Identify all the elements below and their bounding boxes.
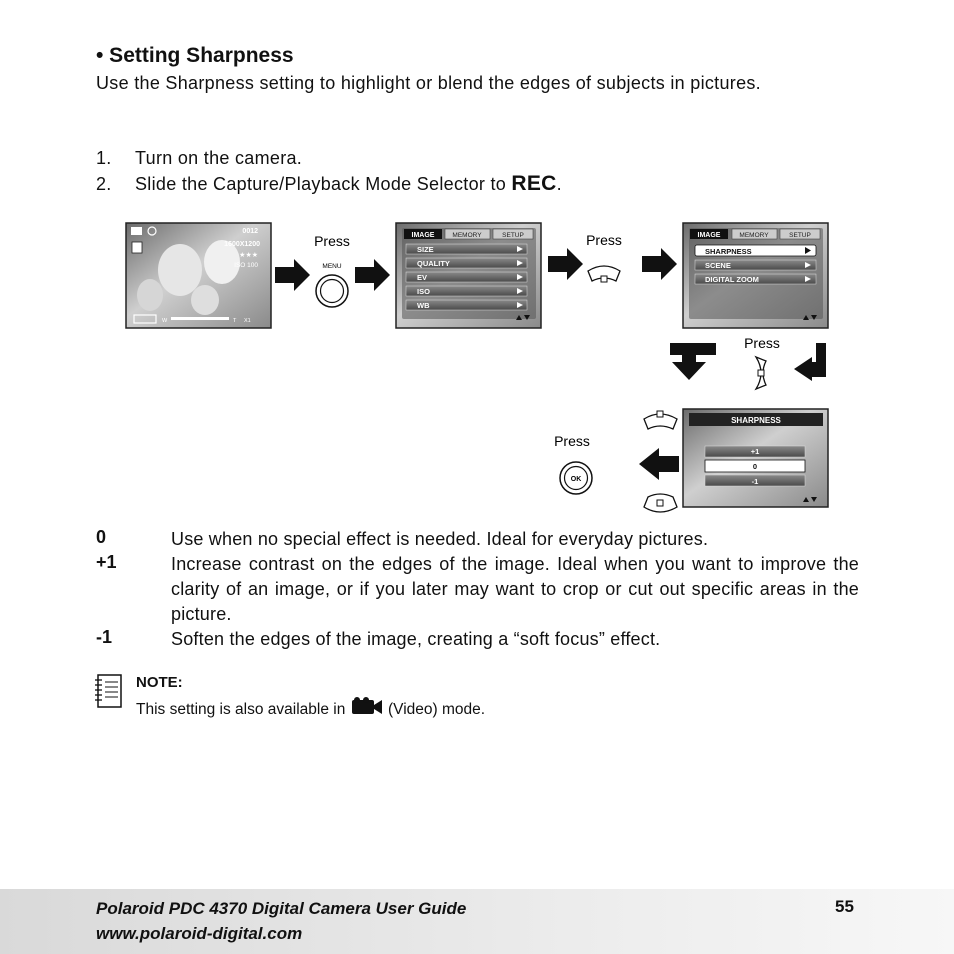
note-label: NOTE: [136,674,183,691]
auto-icon [132,242,142,253]
svg-text:SHARPNESS: SHARPNESS [731,416,781,425]
step-text: Slide the Capture/Playback Mode Selector to [135,174,512,194]
menu-button-icon [316,275,348,307]
svg-text:Press: Press [586,232,622,248]
right-arrow-icon [355,259,390,291]
value-zero: 0 [96,527,107,547]
svg-text:IMAGE: IMAGE [697,232,721,239]
svg-text:X1: X1 [244,318,251,324]
svg-text:WB: WB [417,301,430,310]
svg-text:OK: OK [570,476,582,483]
footer-guide-title: Polaroid PDC 4370 Digital Camera User Guide [96,899,467,918]
svg-text:Press: Press [744,335,780,351]
return-arrow-icon [794,343,826,381]
notepad-icon [93,672,125,710]
svg-text:-1: -1 [751,477,759,486]
svg-text:Press: Press [554,433,590,449]
svg-text:DIGITAL ZOOM: DIGITAL ZOOM [705,275,759,284]
svg-text:SETUP: SETUP [502,232,524,239]
right-arrow-icon [548,248,583,280]
svg-text:+1: +1 [750,447,760,456]
section-title: • Setting Sharpness [96,44,294,67]
lcd-image-menu [396,223,541,328]
camera-mode-icon [131,227,142,235]
page-footer [0,889,954,954]
svg-text:SETUP: SETUP [789,232,811,239]
value-plus-one: +1 [96,552,117,572]
value-zero-desc: Use when no special effect is needed. Ideal for everyday pictures. [171,529,709,549]
lcd-sharpness-panel [683,409,828,507]
svg-text:W: W [162,318,168,324]
value-plus-one-desc: Increase contrast on the edges of the image. Ideal when you want to improve the clarity of an image, or if you later may want to crop or cut out specific areas in the picture. [171,554,859,624]
svg-text:ISO: ISO [417,287,430,296]
lcd-iso: ISO 100 [234,262,258,269]
svg-text:SCENE: SCENE [705,261,731,270]
left-arrow-icon [639,448,679,480]
svg-text:MEMORY: MEMORY [739,232,769,239]
zoom-bar [171,317,229,320]
sharpness-procedure-diagram [0,215,954,515]
lcd-sharpness-menu [683,223,828,328]
right-arrow-icon [275,259,310,291]
ok-button-icon [560,462,592,494]
step-number: 1. [96,148,112,168]
svg-text:SHARPNESS: SHARPNESS [705,247,752,256]
step-text: Turn on the camera. [135,148,303,168]
note-text: This setting is also available in (Video) mode. [136,697,485,719]
step-number: 2. [96,174,112,194]
step-2: 2. Slide the Capture/Playback Mode Selector to REC. [96,172,562,195]
svg-text:EV: EV [417,273,428,282]
svg-text:T: T [233,318,237,324]
lcd-quality: ★★★ [239,252,258,259]
svg-text:MEMORY: MEMORY [452,232,482,239]
svg-text:0: 0 [752,462,758,471]
svg-text:MENU: MENU [322,263,342,270]
video-camera-icon [350,697,384,717]
svg-text:IMAGE: IMAGE [411,232,435,239]
step-1 [96,148,302,169]
rec-mode-label: REC [511,172,557,195]
footer-url: www.polaroid-digital.com [96,924,303,943]
intro-paragraph: Use the Sharpness setting to highlight or blend the edges of subjects in pictures. [96,73,761,93]
lcd-shot-count: 0012 [242,228,258,235]
svg-text:QUALITY: QUALITY [417,259,450,268]
right-arrow-icon [642,248,677,280]
value-minus-one-desc: Soften the edges of the image, creating a “soft focus” effect. [171,629,661,649]
down-left-arrow-icon [670,343,716,380]
page-number: 55 [835,897,854,916]
lcd-live-view [126,223,271,328]
lcd-resolution: 1600X1200 [224,241,260,248]
value-minus-one: -1 [96,627,113,647]
svg-text:Press: Press [314,233,350,249]
svg-text:SIZE: SIZE [417,245,434,254]
